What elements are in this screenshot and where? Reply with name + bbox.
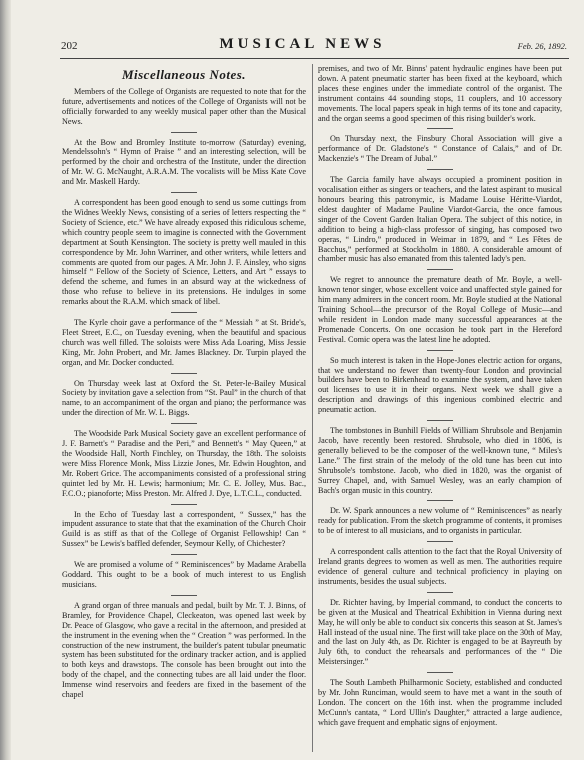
column-divider [312, 64, 313, 752]
issue-date: Feb. 26, 1892. [517, 41, 567, 51]
article-paragraph: We are promised a volume of “ Reminiscences” by Madame Arabella Goddard. This ought to be a book of much interest to us English musicians. [62, 560, 306, 589]
paragraph-separator [171, 132, 197, 133]
paragraph-separator [427, 541, 453, 542]
paragraph-separator [427, 269, 453, 270]
article-paragraph: On Thursday week last at Oxford the St. Peter-le-Bailey Musical Society by invitation gave a selection from “St. Paul” in the church of that name, to an accompaniment of the organ and piano; the performance was under the direction of Mr. W. L. Biggs. [62, 378, 306, 418]
article-paragraph: The South Lambeth Philharmonic Society, established and conducted by Mr. John Runciman, would seem to have met a want in the south of London. The concert on the 16th inst. when the programme included McCunn's cantata, “ Lord Ullin's Daughter,” attracted a large audience, which gave frequent and emphatic signs of enjoyment. [318, 678, 562, 727]
paragraph-separator [171, 192, 197, 193]
paragraph-separator [171, 554, 197, 555]
paragraph-separator [171, 373, 197, 374]
paragraph-separator [427, 672, 453, 673]
article-paragraph: The Kyrle choir gave a performance of the “ Messiah ” at St. Bride's, Fleet Street, E.C., on Tuesday evening, when the beautiful and spacious church was well filled. The soloists were Miss Ada Loaring, Miss Jessie King, Mr. John Probert, and Mr. James Blackney. Dr. Turpin played the organ, and Mr. Docker conducted. [62, 318, 306, 367]
paragraph-separator [171, 423, 197, 424]
article-paragraph: Dr. W. Spark announces a new volume of “ Reminiscences” as nearly ready for publication. From the sketch programme of contents, it promises to be of interest to all musicians, and to organists in particular. [318, 506, 562, 536]
paragraph-separator [427, 350, 453, 351]
article-paragraph: Members of the College of Organists are requested to note that for the future, advertisements and notices of the College of Organists will not be officially forwarded to any weekly musical paper other than the Musical News. [62, 86, 306, 126]
left-paragraphs [62, 87, 306, 700]
article-paragraph: The tombstones in Bunhill Fields of William Shrubsole and Benjamin Jacob, have recently been restored. Shrubsole, who died in 1806, is generally believed to be the composer of the well-known tune, “ Miles's Lane.” The first strain of the melody of the old tune has been cut into Shrubsole's tombstone. Jacob, who died in 1820, was the organist of Surrey Chapel, and, with Samuel Wesley, was an early champion of Bach's organ music in this country. [318, 426, 562, 495]
article-paragraph: The Woodside Park Musical Society gave an excellent performance of J. F. Barnett's “ Paradise and the Peri,” and Bennett's “ May Queen,” at the Woodside Hall, North Finchley, on Thursday, the 18th. The soloists were Miss Florence Monk, Miss Lizzie Jones, Mr. Edwin Houghton, and Mr. Robert Grice. The accompaniments consisted of a professional string quintet led by Mr. H. Lewis; harmonium; Mr. C. E. Jolley, Mus. Bac., F.C.O.; pianoforte; Miss Preston. Mr. Alfred J. Dye, L.T.C.L., conducted. [62, 429, 306, 498]
paragraph-separator [171, 504, 197, 505]
article-paragraph: A correspondent calls attention to the fact that the Royal University of Ireland grants degrees to women as well as men. The authorities require evidence of general culture and technical proficiency in playing on instruments, besides the usual subjects. [318, 547, 562, 586]
section-title: Miscellaneous Notes. [121, 70, 247, 82]
page-binding-edge [0, 0, 11, 760]
article-paragraph: A grand organ of three manuals and pedal, built by Mr. T. J. Binns, of Bramley, for Providence Chapel, Cleckeaton, was opened last week by Dr. Peace of Glasgow, who gave a recital in the afternoon, and presided at the instrument in the evening when the “ Creation ” was performed. In the construction of the new instrument, the builder's patent tubular pneumatic system has been substituted for the ordinary tracker action, and is applied to both keys and drawstops. The console has been brought out into the body of the chapel, and the connecting tubes are all laid under the floor. Immense wind reservoirs and feeders are fixed in the basement of the chapel [62, 600, 306, 700]
paragraph-separator [427, 169, 453, 170]
header-rule [60, 58, 569, 59]
paragraph-separator [427, 128, 453, 129]
article-paragraph: We regret to announce the premature death of Mr. Boyle, a well-known tenor singer, whose excellent voice and unaffected style gained for him many admirers in the concert room. Mr. Boyle studied at the National Training School—the precursor of the Royal College of Music—and while resident in London made many successful appearances at the Promenade Concerts. On one occasion he took part in the Hereford Festival. Comic opera was the latest line he adopted. [318, 275, 562, 344]
right-paragraphs [318, 64, 562, 728]
paragraph-separator [171, 312, 197, 313]
paragraph-separator [427, 420, 453, 421]
article-paragraph: premises, and two of Mr. Binns' patent hydraulic engines have been put down. A patent pneumatic starter has been fixed at the keyboard, which places these engines under the immediate control of the organist. The instrument contains 44 sounding stops, 11 couplers, and 10 accessory movements. The local papers speak in high terms of its tone and capacity, and the organ seems a good specimen of this rising builder's work. [318, 64, 562, 123]
running-title: MUSICAL NEWS [219, 36, 386, 52]
article-paragraph: Dr. Richter having, by Imperial command, to conduct the concerts to be given at the Musical and Theatrical Exhibition in Vienna during next May, he will only be able to conduct six concerts this season at St. James's Hall instead of the usual nine. The first will take place on the 30th of May, and the last on July 4th, as Dr. Richter is engaged to be at Bayreuth by July 6th, to conduct the rehearsals and performances of the “ Die Meistersinger.” [318, 597, 562, 667]
page-header [36, 36, 569, 54]
article-paragraph: At the Bow and Bromley Institute to-morrow (Saturday) evening, Mendelssohn's “ Hymn of Praise ” and an interesting selection, will be performed by the choir and orchestra of the Institute, under the direction of Mr. W. G. McNaught, A.R.A.M. The vocalists will be Miss Kate Cove and Mr. Maskell Hardy. [62, 137, 306, 187]
right-column [318, 64, 562, 754]
paragraph-separator [427, 592, 453, 593]
paragraph-separator [171, 595, 197, 596]
left-column [62, 70, 306, 754]
article-paragraph: A correspondent has been good enough to send us some cuttings from the Widnes Weekly News, consisting of a series of letters respecting the “ Society of Science, etc.” We have already exposed this ridiculous scheme, which country people seem to imagine is connected with the Government department at South Kensington. The society is pretty well mauled in this correspondence by Mr. John Warriner, and other writers, while letters and comments are quoted from our pages. A Mr. John J. F. Ainsley, who signs himself “ Fellow of the Society of Science, Letters, and Art ” essays to defend the scheme, and fumes in an absurd way at the wickedness of those who refuse to believe in its pretensions. He indulges in some remarks about the R.A.M. which smack of libel. [62, 198, 306, 307]
article-paragraph: So much interest is taken in the Hope-Jones electric action for organs, that we understand no fewer than twenty-four London and provincial builders have been to Birkenhead to examine the system, and have taken out licenses to use it in their organs. Next week we shall give a description and drawings of this ingenious combined electric and pneumatic action. [318, 355, 562, 415]
article-paragraph: On Thursday next, the Finsbury Choral Association will give a performance of Dr. Gladstone's “ Constance of Calais,” and of Dr. Mackenzie's “ The Dream of Jubal.” [318, 134, 562, 164]
article-paragraph: The Garcia family have always occupied a prominent position in vocalisation either as singers or teachers, and the latest aspirant to musical honours bearing this patronymic, is Madame Louise Héritte-Viardot, eldest daughter of Madame Pauline Viardot-Garcia, the once famous singer of the Covent Garden Italian Opera. The subject of this notice, in addition to being a high-class professor of singing, has composed two operas, “ Lindro,” produced in Weimar in 1879, and “ Les Fêtes de Bacchus,” performed at Stockholm in 1880. A considerable amount of chamber music has also emanated from this talented lady's pen. [318, 175, 562, 264]
page-number: 202 [61, 40, 78, 52]
paragraph-separator [427, 500, 453, 501]
article-paragraph: In the Echo of Tuesday last a correspondent, “ Sussex,” has the impudent assurance to state that that the examination of the Church Choir Guild is as stiff as that of the College of Organist Fellowship! Can “ Sussex” be Lewis's baffled defender, Seymour Kelly, of Chichester? [62, 509, 306, 549]
